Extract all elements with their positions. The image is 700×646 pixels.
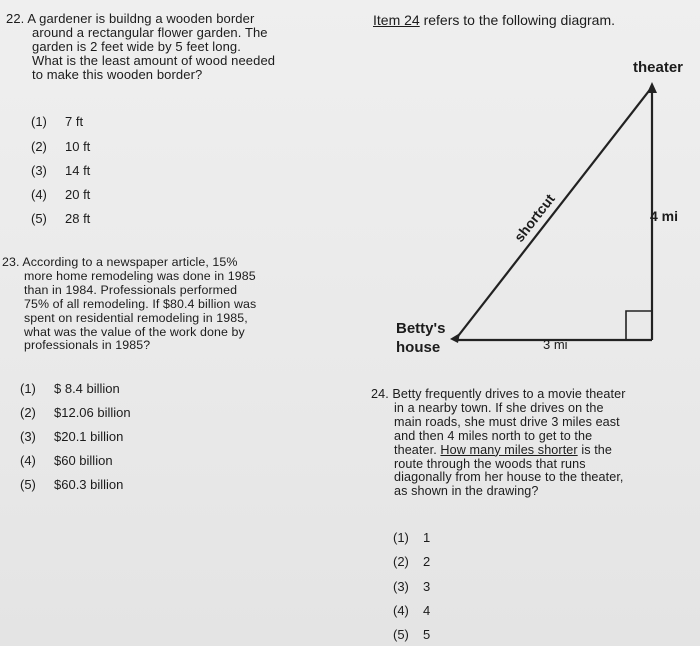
question-24-text [371, 388, 626, 499]
q24-line5-end: is the [581, 442, 613, 457]
option-text: 14 ft [65, 163, 91, 178]
q24-line5-start: theater. [394, 442, 437, 457]
option-number: (5) [20, 477, 36, 492]
option-number: (5) [393, 627, 409, 642]
q24-option-5[interactable] [393, 627, 430, 642]
option-number: (5) [31, 211, 47, 226]
option-text: 10 ft [65, 139, 91, 154]
q23-line: more home remodeling was done in 1985 [24, 268, 256, 283]
option-number: (1) [20, 381, 36, 396]
q23-line: 23. According to a newspaper article, 15% [2, 255, 238, 269]
right-angle-marker [626, 311, 652, 340]
q24-line: as shown in the drawing? [394, 484, 539, 499]
q22-line: around a rectangular flower garden. The [32, 25, 268, 40]
option-number: (2) [20, 405, 36, 420]
option-number: (1) [31, 114, 47, 129]
option-text: $12.06 billion [54, 405, 131, 420]
shortcut-hypotenuse [455, 87, 652, 340]
option-text: $20.1 billion [54, 429, 124, 444]
option-text: $ 8.4 billion [54, 381, 120, 396]
house-arrow [450, 333, 460, 343]
option-text: 20 ft [65, 187, 91, 202]
option-number: (4) [20, 453, 36, 468]
q22-line: What is the least amount of wood needed [32, 53, 276, 68]
theater-label: theater [633, 59, 684, 76]
option-number: (3) [393, 579, 409, 594]
q24-line: main roads, she must drive 3 miles east [394, 414, 620, 429]
shortcut-label: shortcut [510, 190, 558, 245]
q24-option-2[interactable] [393, 554, 430, 569]
q22-line: 22. A gardener is buildng a wooden border [6, 11, 255, 26]
q23-line: what was the value of the work done by [24, 324, 245, 339]
q24-line [371, 444, 626, 458]
option-number: (3) [31, 163, 47, 178]
q22-line: to make this wooden border? [32, 67, 203, 82]
option-text: 5 [423, 627, 431, 642]
option-text: $60.3 billion [54, 477, 124, 492]
option-number: (3) [20, 429, 36, 444]
q23-line: professionals in 1985? [24, 338, 151, 353]
option-text: 4 [423, 603, 431, 618]
q24-option-4[interactable] [393, 603, 430, 618]
q24-emphasis: How many miles shorter [440, 442, 578, 457]
option-text: 1 [423, 530, 431, 545]
option-text: 28 ft [65, 211, 91, 226]
house-label-line2: house [396, 339, 441, 356]
house-label-line1: Betty's [396, 320, 446, 337]
option-number: (2) [393, 554, 409, 569]
option-number: (2) [31, 139, 47, 154]
q24-line: and then 4 miles north to get to the [394, 428, 593, 443]
option-number: (4) [393, 603, 409, 618]
q24-line: in a nearby town. If she drives on the [394, 400, 604, 415]
item-reference-label: Item 24 [373, 12, 420, 28]
q24-line: route through the woods that runs [394, 456, 586, 471]
option-number: (4) [31, 187, 47, 202]
q24-option-3[interactable] [393, 579, 430, 594]
q24-line: diagonally from her house to the theater, [394, 470, 624, 485]
q22-line: garden is 2 feet wide by 5 feet long. [32, 39, 241, 54]
option-number: (1) [393, 530, 409, 545]
option-text: 7 ft [65, 114, 84, 129]
vertical-distance-label: 4 mi [650, 208, 679, 224]
option-text: 2 [423, 554, 431, 569]
q24-option-1[interactable] [393, 530, 430, 545]
horizontal-distance-label: 3 mi [543, 337, 568, 352]
q23-line: 75% of all remodeling. If $80.4 billion was [24, 296, 257, 311]
option-text: $60 billion [54, 453, 113, 468]
q23-line: than in 1984. Professionals performed [24, 282, 238, 297]
q24-line: 24. Betty frequently drives to a movie theater [371, 387, 626, 401]
theater-arrow [647, 82, 657, 93]
q23-line: spent on residential remodeling in 1985, [24, 310, 248, 325]
option-text: 3 [423, 579, 431, 594]
item-reference-text: refers to the following diagram. [423, 12, 616, 28]
